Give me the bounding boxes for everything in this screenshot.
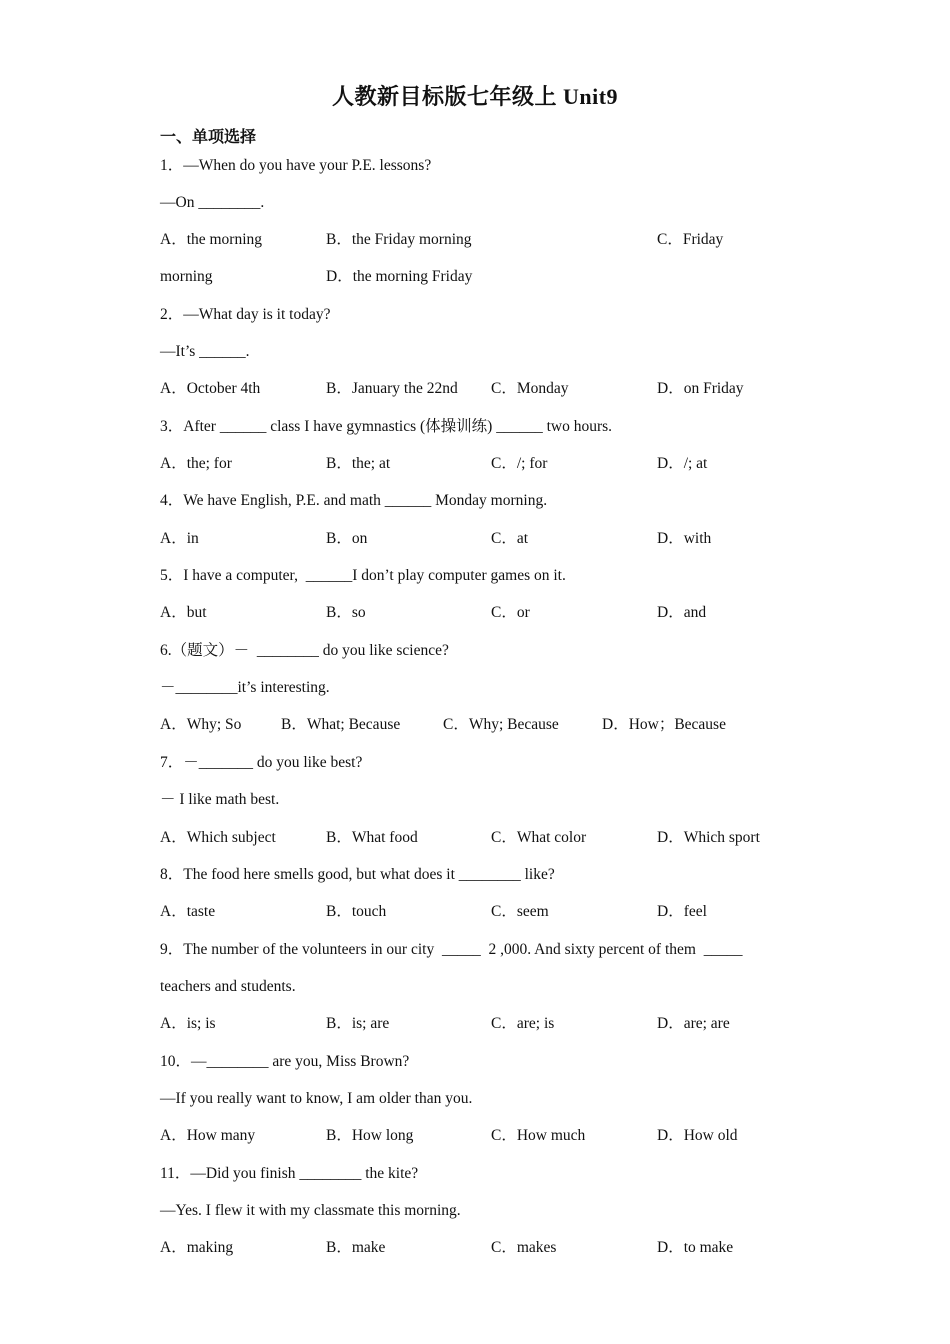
question-3-option-b: B．the; at [326, 455, 391, 472]
question-1-option-d: D．the morning Friday [326, 268, 473, 285]
question-9-stem-continued: teachers and students. [160, 978, 296, 995]
question-4-option-c: C．at [491, 530, 529, 547]
question-1-options-row [0, 229, 950, 251]
question-5-option-c: C．or [491, 604, 530, 621]
question-4-option-a: A．in [160, 530, 199, 547]
question-11-option-d: D．to make [657, 1239, 734, 1256]
question-5-stem: 5．I have a computer, ______I don’t play computer games on it. [160, 567, 566, 584]
question-8-option-d: D．feel [657, 903, 707, 920]
question-11-option-b: B．make [326, 1239, 386, 1256]
question-9-option-c: C．are; is [491, 1015, 555, 1032]
question-1-option-a: A．the morning [160, 231, 263, 248]
question-6-stem: 6.（题文）－ ________ do you like science? [160, 642, 449, 659]
question-10-stem: 10．—________ are you, Miss Brown? [160, 1053, 410, 1070]
question-4-stem: 4．We have English, P.E. and math ______ Monday morning. [160, 492, 548, 509]
question-6-option-a: A．Why; So [160, 716, 242, 733]
question-7-option-d: D．Which sport [657, 829, 760, 846]
question-9-option-a: A．is; is [160, 1015, 216, 1032]
question-9-stem: 9．The number of the volunteers in our city _____ 2 ,000. And sixty percent of them _____ [160, 941, 743, 958]
question-8-option-b: B．touch [326, 903, 387, 920]
question-3-option-a: A．the; for [160, 455, 232, 472]
question-7-option-a: A．Which subject [160, 829, 276, 846]
question-6-answer-line: －________it’s interesting. [160, 679, 330, 696]
question-10-answer-line: —If you really want to know, I am older than you. [160, 1090, 473, 1107]
question-3-stem: 3．After ______ class I have gymnastics (体操训练) ______ two hours. [160, 418, 613, 435]
question-5-option-a: A．but [160, 604, 207, 621]
question-4-options-row [0, 528, 950, 550]
question-9-option-b: B．is; are [326, 1015, 390, 1032]
question-10-option-d: D．How old [657, 1127, 738, 1144]
question-9-options-row [0, 1013, 950, 1035]
question-6-option-d: D．How；Because [602, 716, 726, 733]
question-2-stem: 2．—What day is it today? [160, 306, 331, 323]
question-2-answer-line: —It’s ______. [160, 343, 250, 360]
question-3-option-d: D．/; at [657, 455, 708, 472]
page-title: 人教新目标版七年级上 Unit9 [331, 84, 619, 109]
question-2-option-c: C．Monday [491, 380, 569, 397]
question-11-options-row [0, 1237, 950, 1259]
question-4-option-d: D．with [657, 530, 712, 547]
question-1-option-c-continued: morning [160, 268, 213, 285]
question-11-option-c: C．makes [491, 1239, 557, 1256]
question-10-option-a: A．How many [160, 1127, 256, 1144]
question-1-option-c: C．Friday [657, 231, 724, 248]
question-7-option-b: B．What food [326, 829, 418, 846]
question-2-option-d: D．on Friday [657, 380, 744, 397]
question-10-option-b: B．How long [326, 1127, 414, 1144]
question-11-answer-line: —Yes. I flew it with my classmate this morning. [160, 1202, 461, 1219]
question-9-option-d: D．are; are [657, 1015, 730, 1032]
question-5-options-row [0, 602, 950, 624]
question-1-answer-line: —On ________. [160, 194, 265, 211]
question-7-options-row [0, 827, 950, 849]
section-heading: 一、单项选择 [160, 129, 257, 146]
question-1-stem: 1．—When do you have your P.E. lessons? [160, 157, 432, 174]
question-8-stem: 8．The food here smells good, but what does it ________ like? [160, 866, 555, 883]
question-7-stem: 7．－_______ do you like best? [160, 754, 363, 771]
question-8-option-a: A．taste [160, 903, 216, 920]
question-6-option-b: B．What; Because [281, 716, 401, 733]
question-10-option-c: C．How much [491, 1127, 586, 1144]
question-2-option-a: A．October 4th [160, 380, 261, 397]
question-3-option-c: C．/; for [491, 455, 548, 472]
question-7-answer-line: － I like math best. [160, 791, 280, 808]
question-6-option-c: C．Why; Because [443, 716, 559, 733]
question-3-options-row [0, 453, 950, 475]
question-1-options-row-2 [0, 266, 950, 288]
question-11-stem: 11．—Did you finish ________ the kite? [160, 1165, 419, 1182]
question-5-option-b: B．so [326, 604, 366, 621]
question-7-option-c: C．What color [491, 829, 587, 846]
question-8-option-c: C．seem [491, 903, 549, 920]
question-8-options-row [0, 901, 950, 923]
question-5-option-d: D．and [657, 604, 707, 621]
question-1-option-b: B．the Friday morning [326, 231, 472, 248]
question-10-options-row [0, 1125, 950, 1147]
question-2-options-row [0, 378, 950, 400]
question-6-options-row [0, 714, 950, 736]
question-11-option-a: A．making [160, 1239, 234, 1256]
question-2-option-b: B．January the 22nd [326, 380, 458, 397]
question-4-option-b: B．on [326, 530, 368, 547]
